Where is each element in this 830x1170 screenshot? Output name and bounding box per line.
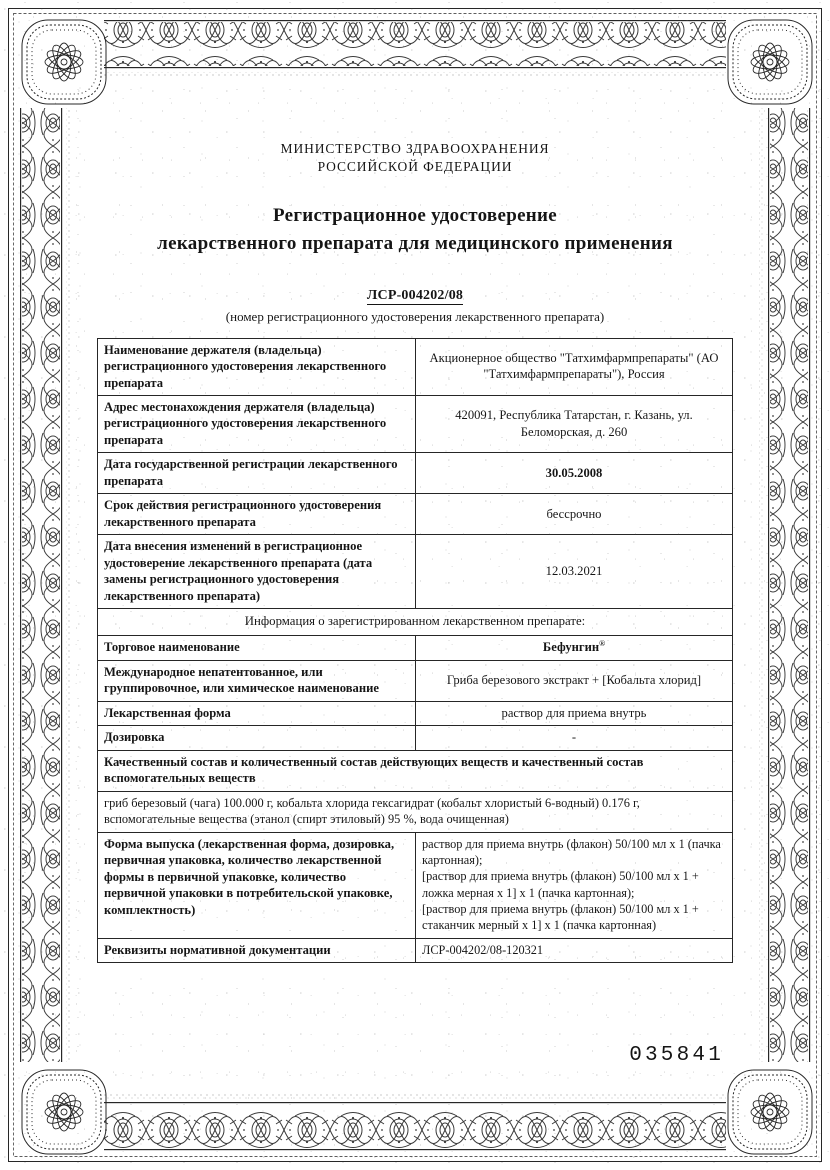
table-row — [98, 701, 733, 725]
section-header: Информация о зарегистрированном лекарственном препарате: — [98, 609, 733, 636]
row-value: 420091, Республика Татарстан, г. Казань, ул. Беломорская, д. 260 — [416, 395, 733, 452]
table-section-header-row — [98, 609, 733, 636]
row-value: 12.03.2021 — [416, 535, 733, 609]
row-value — [416, 636, 733, 661]
row-label: Реквизиты нормативной документации — [98, 938, 416, 962]
ministry-heading — [0, 140, 830, 176]
composition-body: гриб березовый (чага) 100.000 г, кобальта хлорида гексагидрат (кобальт хлористый 6-водный) 0.176 г, вспомогательные вещества (этанол (спирт этиловый) 95 %, вода очищенная) — [98, 791, 733, 832]
row-label: Дозировка — [98, 726, 416, 750]
registration-number-caption: (номер регистрационного удостоверения лекарственного препарата) — [225, 308, 605, 324]
composition-body-row — [98, 791, 733, 832]
package-line: [раствор для приема внутрь (флакон) 50/100 мл х 1 + стаканчик мерный х 1] х 1 (пачка картонная) — [422, 902, 699, 933]
row-value: Акционерное общество "Татхимфармпрепараты" (АО "Татхимфармпрепараты"), Россия — [416, 338, 733, 395]
row-label: Дата внесения изменений в регистрационное удостоверение лекарственного препарата (дата замены регистрационного удостоверения лекарственного препарата) — [98, 535, 416, 609]
row-label: Срок действия регистрационного удостоверения лекарственного препарата — [98, 494, 416, 535]
package-line: раствор для приема внутрь (флакон) 50/100 мл х 1 (пачка картонная); — [422, 836, 721, 867]
table-row — [98, 938, 733, 962]
table-row — [98, 494, 733, 535]
table-row — [98, 453, 733, 494]
ministry-line-2: РОССИЙСКОЙ ФЕДЕРАЦИИ — [317, 159, 513, 175]
composition-header: Качественный состав и количественный состав действующих веществ и качественный состав вспомогательных веществ — [98, 750, 733, 791]
row-value: раствор для приема внутрь — [416, 701, 733, 725]
row-label: Форма выпуска (лекарственная форма, дозировка, первичная упаковка, количество лекарственной формы в первичной упаковке, количество первичной упаковки в потребительской упаковке, комплектность) — [98, 832, 416, 938]
row-value: Гриба березового экстракт + [Кобальта хлорид] — [416, 660, 733, 701]
registration-details-table — [97, 338, 733, 964]
row-label: Наименование держателя (владельца) регистрационного удостоверения лекарственного препарата — [98, 338, 416, 395]
ministry-line-1: МИНИСТЕРСТВО ЗДРАВООХРАНЕНИЯ — [280, 141, 550, 156]
composition-header-row — [98, 750, 733, 791]
row-value: бессрочно — [416, 494, 733, 535]
row-label: Торговое наименование — [98, 636, 416, 661]
registration-number-value: ЛСР-004202/08 — [366, 287, 464, 303]
row-label: Международное непатентованное, или группировочное, или химическое наименование — [98, 660, 416, 701]
table-row — [98, 832, 733, 938]
table-row — [98, 535, 733, 609]
package-line: [раствор для приема внутрь (флакон) 50/100 мл х 1 + ложка мерная х 1] х 1 (пачка картонная); — [422, 869, 699, 900]
document-title-line-1: Регистрационное удостоверение — [272, 205, 558, 227]
registered-trademark-icon: ® — [599, 639, 606, 649]
trade-name-text: Бефунгин — [542, 640, 600, 655]
table-row — [98, 636, 733, 661]
row-value: ЛСР-004202/08-120321 — [416, 938, 733, 962]
registration-number — [0, 288, 830, 304]
row-value — [416, 832, 733, 938]
row-value: 30.05.2008 — [416, 453, 733, 494]
serial-number: 035841 — [629, 1044, 724, 1067]
table-row — [98, 395, 733, 452]
document-title-line-2: лекарственного препарата для медицинского применения — [157, 232, 673, 254]
table-row — [98, 338, 733, 395]
row-label: Дата государственной регистрации лекарственного препарата — [98, 453, 416, 494]
row-label: Адрес местонахождения держателя (владельца) регистрационного удостоверения лекарственного препарата — [98, 395, 416, 452]
row-label: Лекарственная форма — [98, 701, 416, 725]
row-value: - — [416, 726, 733, 750]
table-row — [98, 660, 733, 701]
table-row — [98, 726, 733, 750]
